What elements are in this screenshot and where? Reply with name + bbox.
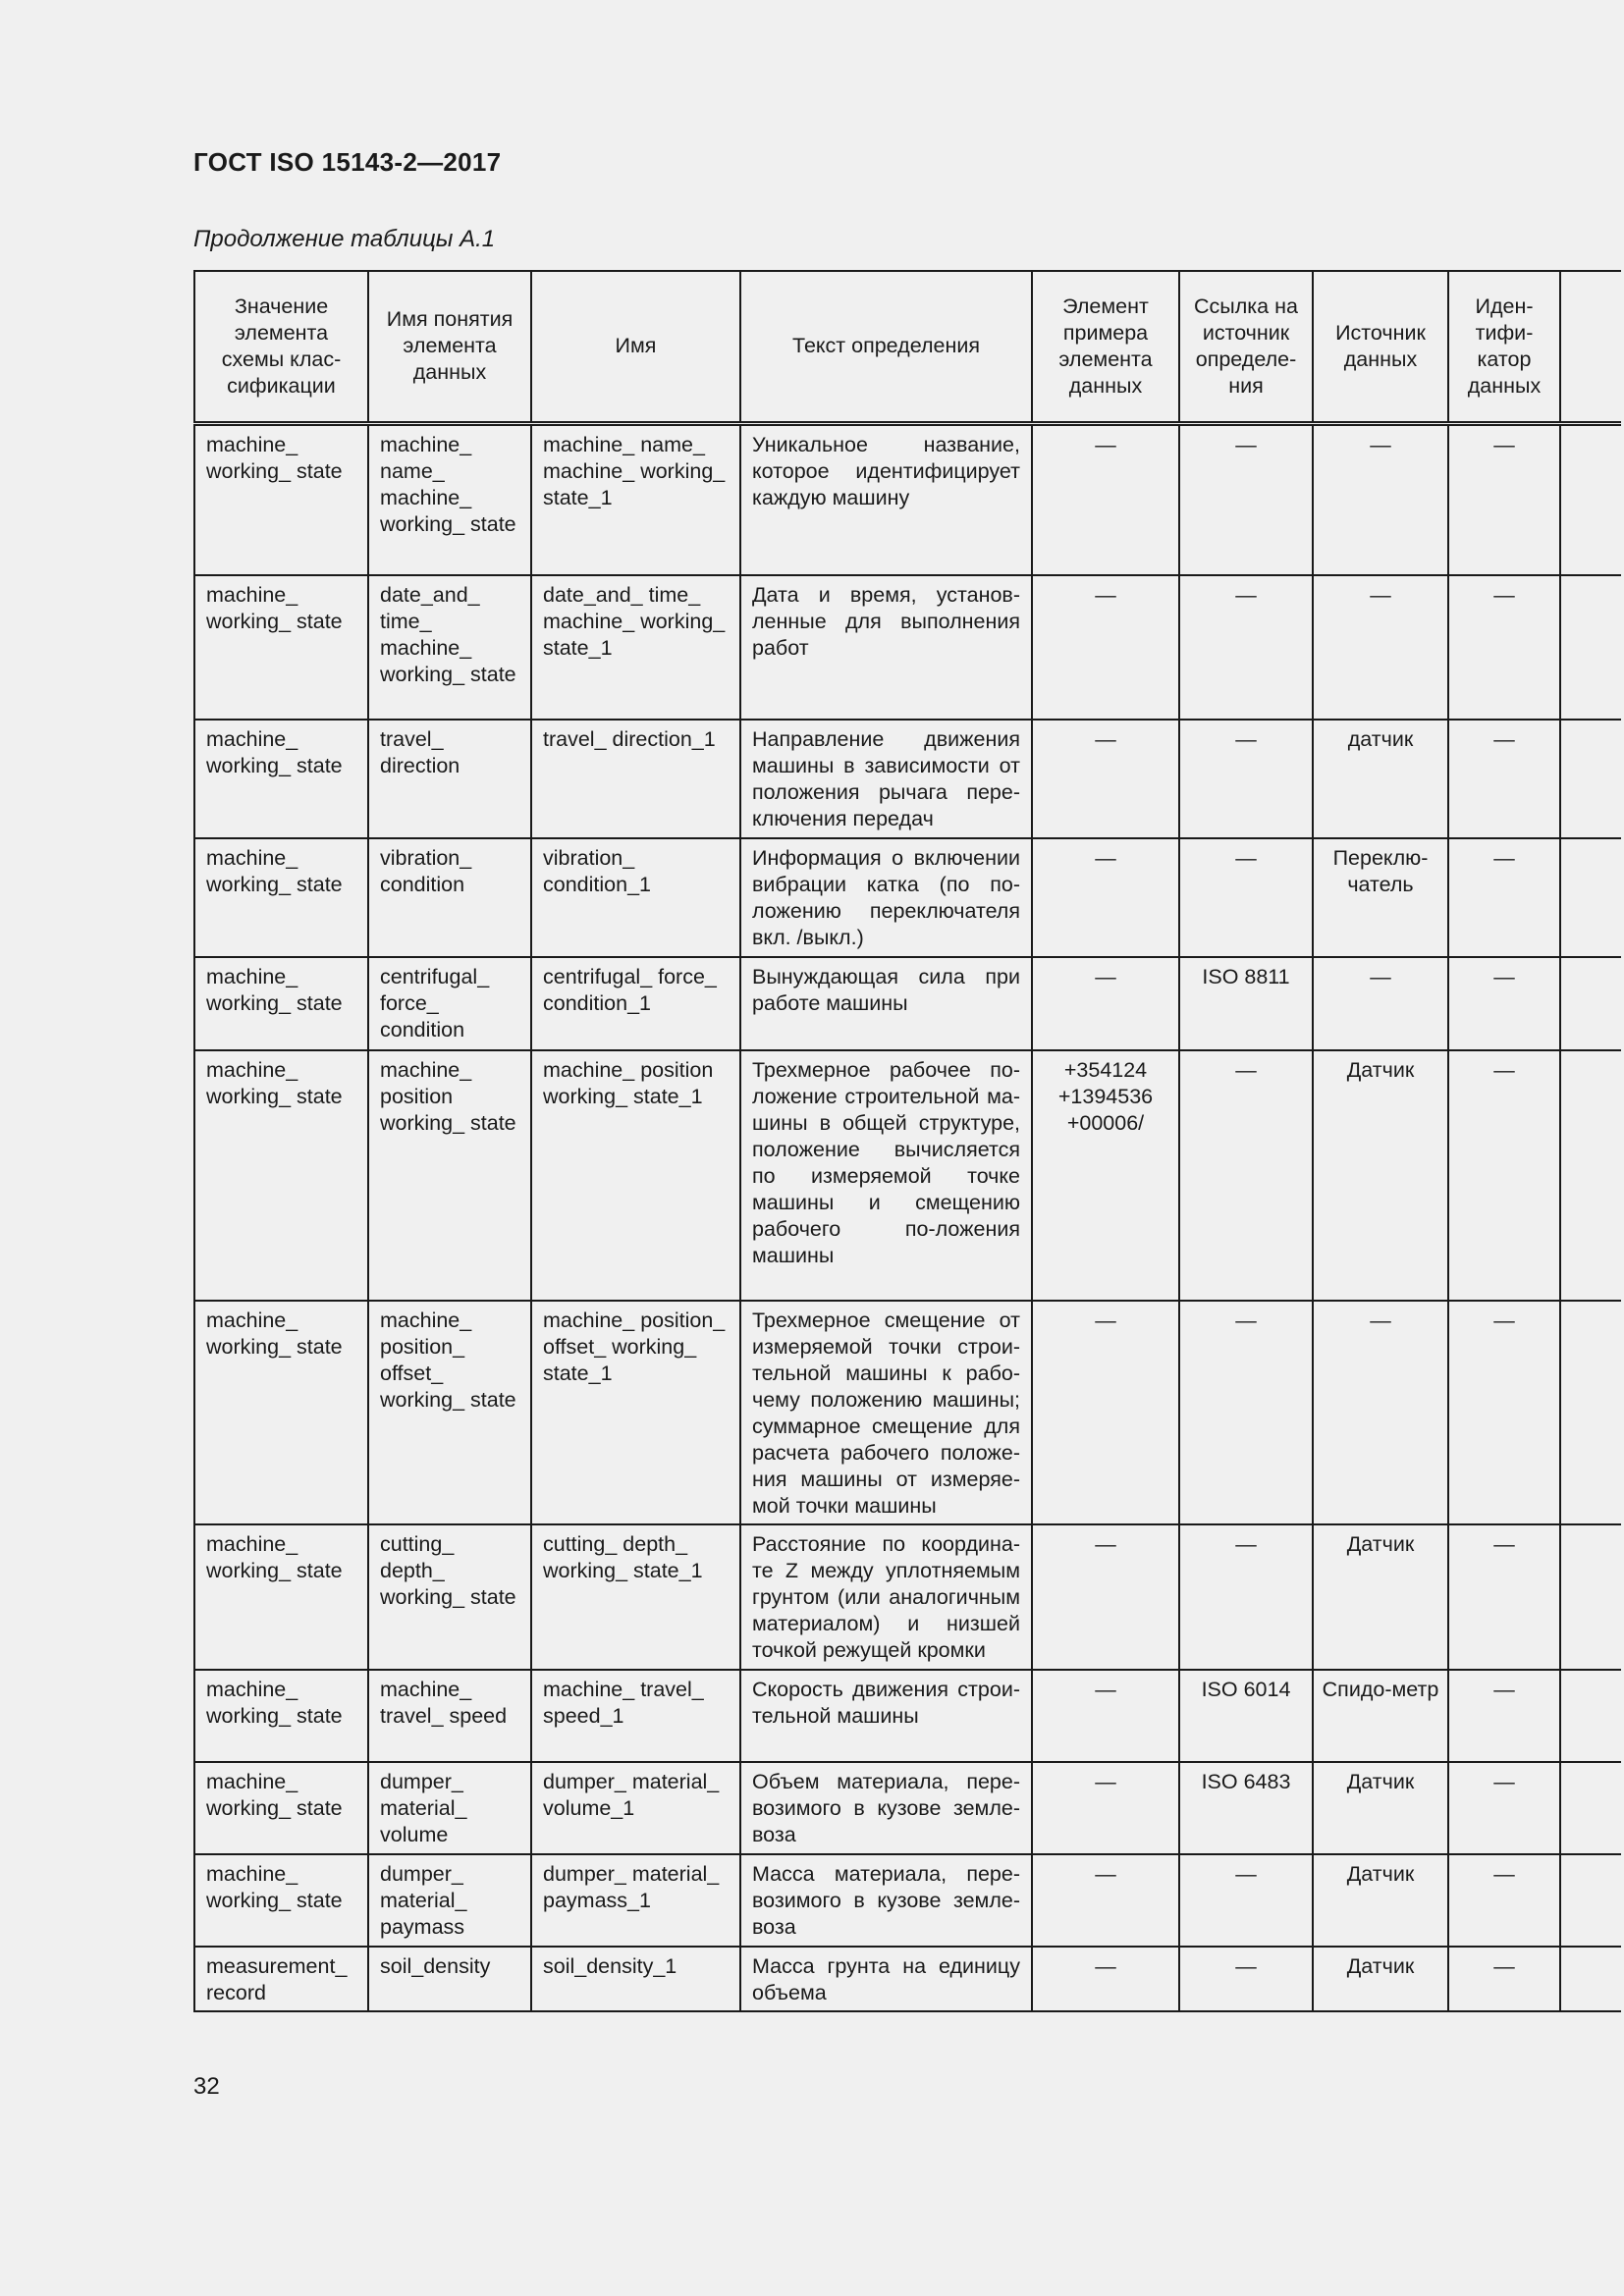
table-row (194, 1854, 1621, 1947)
cell-data-source: датчик (1313, 720, 1448, 838)
cell-data-identifier: — (1448, 1050, 1560, 1301)
column-header (1560, 271, 1621, 423)
cell-extra (1560, 1301, 1621, 1524)
cell-extra (1560, 1947, 1621, 2011)
cell-reference: — (1179, 575, 1313, 720)
cell-classification-value: machine_ working_ state (194, 1854, 368, 1947)
cell-extra (1560, 720, 1621, 838)
cell-data-source: — (1313, 1301, 1448, 1524)
column-header: Источник данных (1313, 271, 1448, 423)
table-caption: Продолжение таблицы А.1 (193, 226, 496, 252)
cell-data-identifier: — (1448, 1524, 1560, 1670)
cell-extra (1560, 1854, 1621, 1947)
cell-extra (1560, 423, 1621, 575)
cell-concept-name: cutting_ depth_ working_ state (368, 1524, 531, 1670)
cell-data-source: Датчик (1313, 1947, 1448, 2011)
document-header: ГОСТ ISO 15143-2—2017 (193, 147, 502, 177)
cell-name: dumper_ material_ volume_1 (531, 1762, 740, 1854)
table-row (194, 720, 1621, 838)
column-header: Значение элемента схемы клас-сификации (194, 271, 368, 423)
cell-data-source: — (1313, 957, 1448, 1050)
cell-classification-value: machine_ working_ state (194, 957, 368, 1050)
cell-data-identifier: — (1448, 1670, 1560, 1762)
cell-example: — (1032, 720, 1179, 838)
cell-name: centrifugal_ force_ condition_1 (531, 957, 740, 1050)
cell-example: — (1032, 1670, 1179, 1762)
cell-reference: — (1179, 1854, 1313, 1947)
cell-definition: Масса материала, пере-возимого в кузове земле-воза (740, 1854, 1032, 1947)
cell-classification-value: measurement_ record (194, 1947, 368, 2011)
table-row (194, 575, 1621, 720)
cell-concept-name: dumper_ material_ paymass (368, 1854, 531, 1947)
column-header: Элемент примера элемента данных (1032, 271, 1179, 423)
cell-concept-name: machine_ position_ offset_ working_ state (368, 1301, 531, 1524)
cell-extra (1560, 1670, 1621, 1762)
cell-example: +354124 +1394536 +00006/ (1032, 1050, 1179, 1301)
cell-name: vibration_ condition_1 (531, 838, 740, 957)
cell-concept-name: centrifugal_ force_ condition (368, 957, 531, 1050)
cell-classification-value: machine_ working_ state (194, 1301, 368, 1524)
cell-definition: Вынуждающая сила при работе машины (740, 957, 1032, 1050)
cell-name: dumper_ material_ paymass_1 (531, 1854, 740, 1947)
cell-reference: — (1179, 838, 1313, 957)
cell-definition: Дата и время, установ-ленные для выполнения работ (740, 575, 1032, 720)
cell-data-identifier: — (1448, 957, 1560, 1050)
column-header: Иден-тифи-катор данных (1448, 271, 1560, 423)
cell-example: — (1032, 1854, 1179, 1947)
cell-reference: ISO 8811 (1179, 957, 1313, 1050)
table-row (194, 1670, 1621, 1762)
cell-reference: — (1179, 1947, 1313, 2011)
cell-name: cutting_ depth_ working_ state_1 (531, 1524, 740, 1670)
cell-name: travel_ direction_1 (531, 720, 740, 838)
cell-reference: — (1179, 423, 1313, 575)
cell-example: — (1032, 1301, 1179, 1524)
cell-data-identifier: — (1448, 575, 1560, 720)
table-row (194, 1301, 1621, 1524)
cell-reference: — (1179, 720, 1313, 838)
cell-classification-value: machine_ working_ state (194, 575, 368, 720)
cell-definition: Уникальное название, которое идентифицирует каждую машину (740, 423, 1032, 575)
cell-extra (1560, 1524, 1621, 1670)
cell-data-source: Датчик (1313, 1762, 1448, 1854)
cell-data-identifier: — (1448, 1854, 1560, 1947)
cell-classification-value: machine_ working_ state (194, 1524, 368, 1670)
cell-extra (1560, 1050, 1621, 1301)
cell-data-source: Датчик (1313, 1050, 1448, 1301)
cell-concept-name: soil_density (368, 1947, 531, 2011)
cell-extra (1560, 957, 1621, 1050)
cell-classification-value: machine_ working_ state (194, 1050, 368, 1301)
cell-definition: Направление движения машины в зависимости от положения рычага пере-ключения передач (740, 720, 1032, 838)
cell-data-identifier: — (1448, 1947, 1560, 2011)
cell-concept-name: vibration_ condition (368, 838, 531, 957)
cell-extra (1560, 1762, 1621, 1854)
cell-reference: ISO 6014 (1179, 1670, 1313, 1762)
cell-definition: Информация о включении вибрации катка (по по-ложению переключателя вкл. /выкл.) (740, 838, 1032, 957)
column-header: Имя (531, 271, 740, 423)
cell-data-identifier: — (1448, 1301, 1560, 1524)
cell-data-source: Датчик (1313, 1854, 1448, 1947)
cell-name: machine_ position_ offset_ working_ state_1 (531, 1301, 740, 1524)
table-body (194, 423, 1621, 2011)
cell-definition: Масса грунта на единицу объема (740, 1947, 1032, 2011)
cell-data-source: — (1313, 423, 1448, 575)
cell-concept-name: travel_ direction (368, 720, 531, 838)
cell-name: machine_ position working_ state_1 (531, 1050, 740, 1301)
cell-example: — (1032, 957, 1179, 1050)
cell-reference: — (1179, 1301, 1313, 1524)
cell-classification-value: machine_ working_ state (194, 720, 368, 838)
cell-example: — (1032, 1762, 1179, 1854)
cell-definition: Расстояние по координа-те Z между уплотняемым грунтом (или аналогичным материалом) и низшей точкой режущей кромки (740, 1524, 1032, 1670)
cell-reference: ISO 6483 (1179, 1762, 1313, 1854)
column-header: Ссылка на источник определе-ния (1179, 271, 1313, 423)
table-row (194, 957, 1621, 1050)
cell-classification-value: machine_ working_ state (194, 1762, 368, 1854)
cell-definition: Скорость движения строи-тельной машины (740, 1670, 1032, 1762)
cell-data-source: Переклю-чатель (1313, 838, 1448, 957)
cell-name: date_and_ time_ machine_ working_ state_1 (531, 575, 740, 720)
cell-example: — (1032, 575, 1179, 720)
cell-name: machine_ travel_ speed_1 (531, 1670, 740, 1762)
cell-concept-name: machine_ position working_ state (368, 1050, 531, 1301)
table-row (194, 1947, 1621, 2011)
cell-name: machine_ name_ machine_ working_ state_1 (531, 423, 740, 575)
cell-extra (1560, 575, 1621, 720)
cell-reference: — (1179, 1050, 1313, 1301)
column-header: Текст определения (740, 271, 1032, 423)
cell-name: soil_density_1 (531, 1947, 740, 2011)
cell-reference: — (1179, 1524, 1313, 1670)
table-row (194, 1762, 1621, 1854)
cell-example: — (1032, 838, 1179, 957)
table-row (194, 423, 1621, 575)
cell-data-source: — (1313, 575, 1448, 720)
cell-classification-value: machine_ working_ state (194, 838, 368, 957)
cell-data-identifier: — (1448, 720, 1560, 838)
cell-data-source: Спидо-метр (1313, 1670, 1448, 1762)
table-row (194, 1524, 1621, 1670)
cell-definition: Трехмерное рабочее по-ложение строительной ма-шины в общей структуре, положение вычисляется по измеряемой точке машины и смещению рабочего по-ложения машины (740, 1050, 1032, 1301)
cell-concept-name: dumper_ material_ volume (368, 1762, 531, 1854)
cell-concept-name: machine_ name_ machine_ working_ state (368, 423, 531, 575)
cell-example: — (1032, 1947, 1179, 2011)
cell-data-source: Датчик (1313, 1524, 1448, 1670)
cell-example: — (1032, 1524, 1179, 1670)
cell-definition: Объем материала, пере-возимого в кузове земле-воза (740, 1762, 1032, 1854)
table-row (194, 1050, 1621, 1301)
cell-data-identifier: — (1448, 1762, 1560, 1854)
cell-example: — (1032, 423, 1179, 575)
data-table (193, 270, 1621, 2012)
cell-data-identifier: — (1448, 838, 1560, 957)
cell-classification-value: machine_ working_ state (194, 423, 368, 575)
cell-concept-name: machine_ travel_ speed (368, 1670, 531, 1762)
table-row (194, 838, 1621, 957)
page-number: 32 (193, 2073, 220, 2100)
cell-definition: Трехмерное смещение от измеряемой точки строи-тельной машины к рабо-чему положению машины; суммарное смещение для расчета рабочего положе-ния машины от измеряе-мой точки машины (740, 1301, 1032, 1524)
table-header-row (194, 271, 1621, 423)
cell-extra (1560, 838, 1621, 957)
cell-classification-value: machine_ working_ state (194, 1670, 368, 1762)
cell-concept-name: date_and_ time_ machine_ working_ state (368, 575, 531, 720)
column-header: Имя понятия элемента данных (368, 271, 531, 423)
cell-data-identifier: — (1448, 423, 1560, 575)
